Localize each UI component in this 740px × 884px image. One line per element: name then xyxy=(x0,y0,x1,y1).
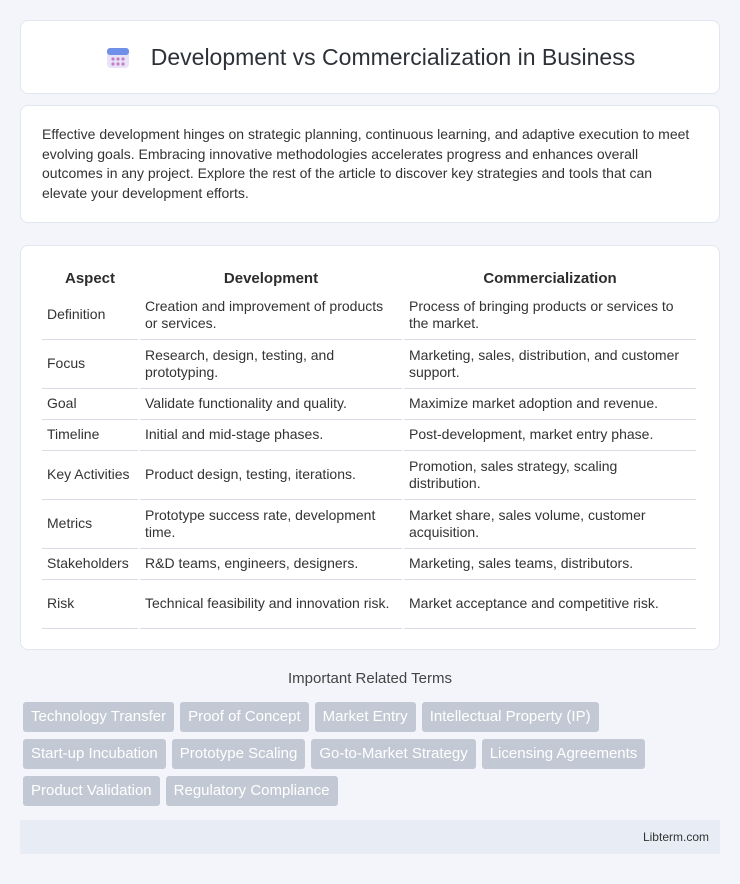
cell-development: Validate functionality and quality. xyxy=(140,389,402,420)
cell-commercialization: Marketing, sales, distribution, and customer support. xyxy=(404,340,696,389)
cell-commercialization: Maximize market adoption and revenue. xyxy=(404,389,696,420)
intro-card xyxy=(20,105,720,223)
cell-development: Creation and improvement of products or services. xyxy=(140,291,402,340)
cell-aspect: Stakeholders xyxy=(42,549,138,580)
table-row xyxy=(42,340,696,389)
cell-commercialization: Market acceptance and competitive risk. xyxy=(404,580,696,629)
related-term-tag[interactable]: Prototype Scaling xyxy=(172,739,306,769)
comparison-table xyxy=(40,266,698,629)
table-header-row xyxy=(42,266,696,291)
comparison-table-card xyxy=(20,245,720,650)
table-row xyxy=(42,291,696,340)
related-term-tag[interactable]: Intellectual Property (IP) xyxy=(422,702,599,732)
related-term-tag[interactable]: Licensing Agreements xyxy=(482,739,646,769)
table-row xyxy=(42,420,696,451)
table-row xyxy=(42,580,696,629)
related-term-tag[interactable]: Regulatory Compliance xyxy=(166,776,338,806)
intro-text: Effective development hinges on strategic planning, continuous learning, and adaptive execution to meet evolving goals. Embracing innovative methodologies accelerates progress and enhances overall outcomes in any project. Explore the rest of the article to discover key strategies and tools that can elevate your development efforts. xyxy=(42,126,690,201)
cell-aspect: Definition xyxy=(42,291,138,340)
related-term-tag[interactable]: Market Entry xyxy=(315,702,416,732)
cell-aspect: Metrics xyxy=(42,500,138,549)
cell-aspect: Risk xyxy=(42,580,138,629)
related-terms-heading: Important Related Terms xyxy=(288,670,452,687)
related-term-tag[interactable]: Start-up Incubation xyxy=(23,739,166,769)
cell-commercialization: Process of bringing products or services to the market. xyxy=(404,291,696,340)
table-row xyxy=(42,549,696,580)
cell-development: Initial and mid-stage phases. xyxy=(140,420,402,451)
title-card xyxy=(20,20,720,94)
table-row xyxy=(42,451,696,500)
cell-development: Technical feasibility and innovation risk. xyxy=(140,580,402,629)
column-header-commercialization: Commercialization xyxy=(483,270,617,287)
footer xyxy=(20,820,720,854)
cell-development: Prototype success rate, development time. xyxy=(140,500,402,549)
related-term-tag[interactable]: Product Validation xyxy=(23,776,160,806)
page-title: Development vs Commercialization in Business xyxy=(150,43,636,70)
table-row xyxy=(42,389,696,420)
footer-site-link[interactable]: Libterm.com xyxy=(642,830,709,844)
related-term-tag[interactable]: Technology Transfer xyxy=(23,702,174,732)
column-header-aspect: Aspect xyxy=(64,270,116,287)
cell-aspect: Timeline xyxy=(42,420,138,451)
cell-commercialization: Market share, sales volume, customer acquisition. xyxy=(404,500,696,549)
cell-commercialization: Promotion, sales strategy, scaling distribution. xyxy=(404,451,696,500)
cell-commercialization: Post-development, market entry phase. xyxy=(404,420,696,451)
cell-development: Research, design, testing, and prototyping. xyxy=(140,340,402,389)
related-term-tag[interactable]: Proof of Concept xyxy=(180,702,309,732)
cell-aspect: Focus xyxy=(42,340,138,389)
related-terms-list xyxy=(23,702,723,806)
cell-aspect: Key Activities xyxy=(42,451,138,500)
cell-development: Product design, testing, iterations. xyxy=(140,451,402,500)
column-header-development: Development xyxy=(223,270,319,287)
cell-commercialization: Marketing, sales teams, distributors. xyxy=(404,549,696,580)
cell-aspect: Goal xyxy=(42,389,138,420)
table-row xyxy=(42,500,696,549)
calendar-icon xyxy=(105,44,131,70)
related-term-tag[interactable]: Go-to-Market Strategy xyxy=(311,739,475,769)
cell-development: R&D teams, engineers, designers. xyxy=(140,549,402,580)
